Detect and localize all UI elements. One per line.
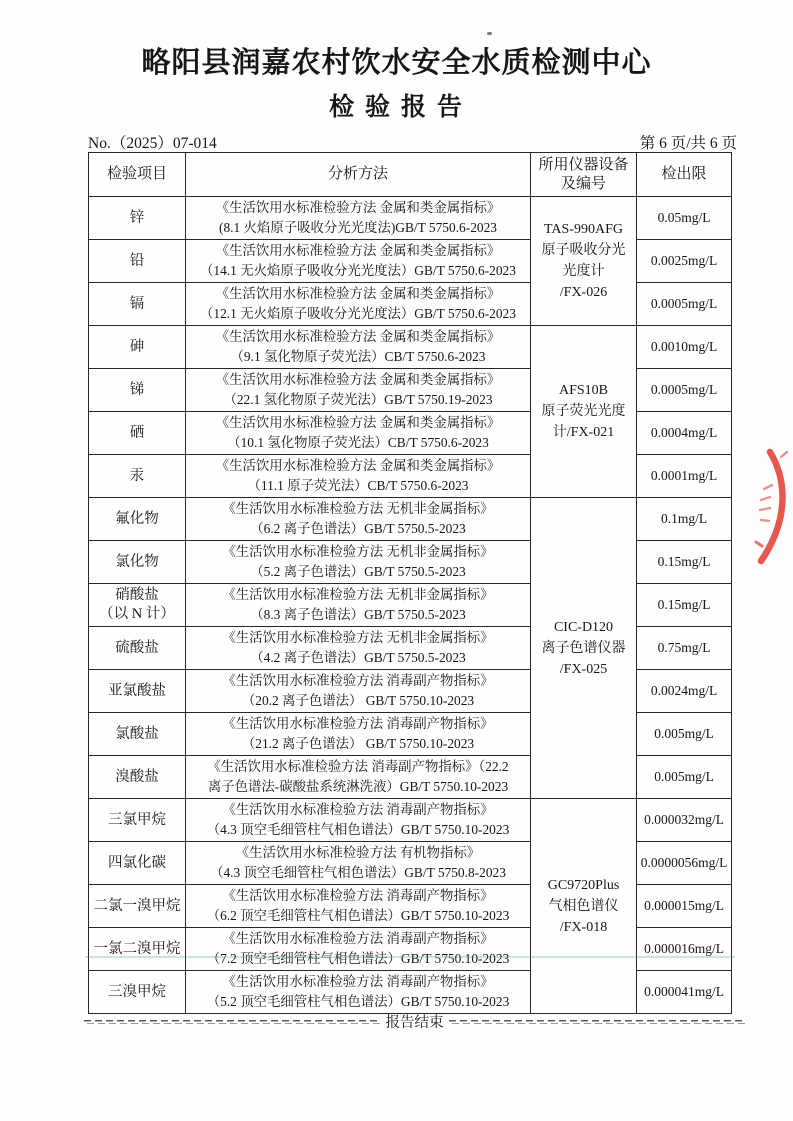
method-line: （4.3 顶空毛细管柱气相色谱法）GB/T 5750.10-2023 xyxy=(206,822,510,837)
item-cell xyxy=(89,885,186,928)
item-cell xyxy=(89,584,186,627)
item-line: 硒 xyxy=(129,424,145,441)
method-cell xyxy=(186,713,531,756)
doc-title: 检 验 报 告 xyxy=(329,93,464,121)
method-cell xyxy=(186,369,531,412)
item-line: 亚氯酸盐 xyxy=(108,682,166,699)
limit-cell: 0.000016mg/L xyxy=(637,928,732,971)
method-cell xyxy=(186,455,531,498)
method-line: （12.1 无火焰原子吸收分光光度法）GB/T 5750.6-2023 xyxy=(200,306,516,321)
instrument-line: TAS-990AFG xyxy=(544,222,623,237)
method-cell xyxy=(186,928,531,971)
method-line: 《生活饮用水标准检验方法 有机物指标》 xyxy=(235,845,481,860)
limit-cell: 0.000041mg/L xyxy=(637,971,732,1014)
method-line: 《生活饮用水标准检验方法 消毒副产物指标》 xyxy=(222,802,494,817)
limit-cell: 0.15mg/L xyxy=(637,541,732,584)
method-line: 《生活饮用水标准检验方法 无机非金属指标》 xyxy=(222,630,494,645)
instrument-line: 原子吸收分光 xyxy=(541,243,626,258)
instrument-line: 离子色谱仪器 xyxy=(541,640,626,656)
item-line: 氯化物 xyxy=(115,553,159,570)
instrument-line: /FX-018 xyxy=(559,919,608,935)
method-line: 《生活饮用水标准检验方法 消毒副产物指标》 xyxy=(222,974,494,989)
limit-cell: 0.0000056mg/L xyxy=(637,842,732,885)
header-instrument-line1: 所用仪器设备 xyxy=(538,156,629,173)
instrument-line: GC9720Plus xyxy=(547,877,620,893)
method-cell xyxy=(186,756,531,799)
method-line: 《生活饮用水标准检验方法 金属和类金属指标》 xyxy=(215,329,501,344)
item-cell xyxy=(89,928,186,971)
header-cell-item: 检验项目 xyxy=(89,153,186,197)
limit-cell: 0.05mg/L xyxy=(637,197,732,240)
item-line: 汞 xyxy=(129,467,145,484)
instrument-line: 光度计 xyxy=(562,264,605,279)
method-line: （6.2 离子色谱法）GB/T 5750.5-2023 xyxy=(250,521,466,536)
end-of-report-line xyxy=(84,1011,745,1032)
org-title: 略阳县润嘉农村饮水安全水质检测中心 xyxy=(141,47,652,79)
item-line: 硫酸盐 xyxy=(115,639,159,656)
item-line: 硝酸盐 xyxy=(115,587,159,603)
method-line: 《生活饮用水标准检验方法 消毒副产物指标》 xyxy=(222,931,494,946)
method-line: （4.3 顶空毛细管柱气相色谱法）GB/T 5750.8-2023 xyxy=(210,865,506,880)
method-line: 《生活饮用水标准检验方法 金属和类金属指标》 xyxy=(215,200,501,215)
instrument-line: 计/FX-021 xyxy=(552,425,615,440)
item-cell xyxy=(89,799,186,842)
method-line: 《生活饮用水标准检验方法 金属和类金属指标》 xyxy=(215,286,501,301)
method-cell xyxy=(186,627,531,670)
method-cell xyxy=(186,326,531,369)
limit-cell: 0.005mg/L xyxy=(637,756,732,799)
red-seal-edge-icon xyxy=(748,442,793,572)
method-line: 《生活饮用水标准检验方法 消毒副产物指标》（22.2 xyxy=(207,759,509,774)
table-row xyxy=(89,197,732,240)
limit-cell: 0.0004mg/L xyxy=(637,412,732,455)
method-line: 《生活饮用水标准检验方法 消毒副产物指标》 xyxy=(222,888,494,903)
limit-cell: 0.75mg/L xyxy=(637,627,732,670)
item-cell xyxy=(89,498,186,541)
method-cell xyxy=(186,670,531,713)
method-line: （20.2 离子色谱法） GB/T 5750.10-2023 xyxy=(241,693,475,708)
method-cell xyxy=(186,240,531,283)
limit-cell: 0.005mg/L xyxy=(637,713,732,756)
end-of-report-label: 报告结束 xyxy=(385,1015,444,1031)
method-line: 《生活饮用水标准检验方法 无机非金属指标》 xyxy=(222,587,494,602)
page-indicator: 第 6 页/共 6 页 xyxy=(639,135,737,152)
method-line: 离子色谱法-碳酸盐系统淋洗液）GB/T 5750.10-2023 xyxy=(207,779,509,794)
method-line: （5.2 顶空毛细管柱气相色谱法）GB/T 5750.10-2023 xyxy=(206,994,510,1009)
item-cell xyxy=(89,842,186,885)
method-cell xyxy=(186,197,531,240)
dash-line-right xyxy=(449,1020,746,1024)
instrument-line: CIC-D120 xyxy=(553,619,614,635)
item-line: 二氯一溴甲烷 xyxy=(93,897,181,914)
item-line: 一氯二溴甲烷 xyxy=(93,940,181,957)
item-line: 三溴甲烷 xyxy=(108,983,166,1000)
dash-line-left xyxy=(84,1020,381,1024)
item-line: 氯酸盐 xyxy=(115,725,159,742)
item-cell xyxy=(89,283,186,326)
item-cell xyxy=(89,756,186,799)
item-cell xyxy=(89,197,186,240)
limit-cell: 0.0001mg/L xyxy=(637,455,732,498)
method-line: 《生活饮用水标准检验方法 消毒副产物指标》 xyxy=(222,673,494,688)
item-cell xyxy=(89,670,186,713)
method-line: （9.1 氢化物原子荧光法）CB/T 5750.6-2023 xyxy=(230,349,486,364)
item-line: 锌 xyxy=(129,209,145,226)
method-line: （21.2 离子色谱法） GB/T 5750.10-2023 xyxy=(241,736,475,751)
table-row xyxy=(89,498,732,541)
item-cell xyxy=(89,971,186,1014)
method-line: 《生活饮用水标准检验方法 金属和类金属指标》 xyxy=(215,243,501,258)
item-cell xyxy=(89,326,186,369)
item-line: 氟化物 xyxy=(115,510,159,527)
item-cell xyxy=(89,627,186,670)
method-cell xyxy=(186,412,531,455)
item-line: 四氯化碳 xyxy=(108,854,166,871)
method-line: （6.2 顶空毛细管柱气相色谱法）GB/T 5750.10-2023 xyxy=(206,908,510,923)
instrument-line: 气相色谱仪 xyxy=(548,898,619,914)
method-line: 《生活饮用水标准检验方法 金属和类金属指标》 xyxy=(215,458,501,473)
analysis-table xyxy=(88,152,732,1014)
table-row xyxy=(89,326,732,369)
instrument-cell xyxy=(531,799,637,1014)
method-cell xyxy=(186,498,531,541)
scan-speck xyxy=(487,32,492,35)
method-cell xyxy=(186,584,531,627)
instrument-cell xyxy=(531,197,637,326)
item-line: 铅 xyxy=(129,252,145,269)
header-cell-method: 分析方法 xyxy=(186,153,531,197)
item-cell xyxy=(89,541,186,584)
method-line: 《生活饮用水标准检验方法 无机非金属指标》 xyxy=(222,501,494,516)
limit-cell: 0.000032mg/L xyxy=(637,799,732,842)
method-line: （11.1 原子荧光法）CB/T 5750.6-2023 xyxy=(247,478,469,493)
method-cell xyxy=(186,799,531,842)
method-cell xyxy=(186,541,531,584)
item-cell xyxy=(89,713,186,756)
header-instrument-line2: 及编号 xyxy=(560,175,606,192)
limit-cell: 0.0025mg/L xyxy=(637,240,732,283)
method-cell xyxy=(186,885,531,928)
method-line: （5.2 离子色谱法）GB/T 5750.5-2023 xyxy=(250,564,466,579)
method-cell xyxy=(186,971,531,1014)
limit-cell: 0.0024mg/L xyxy=(637,670,732,713)
item-line: （以 N 计） xyxy=(99,606,175,622)
limit-cell: 0.0005mg/L xyxy=(637,369,732,412)
method-cell xyxy=(186,842,531,885)
limit-cell: 0.15mg/L xyxy=(637,584,732,627)
method-line: 《生活饮用水标准检验方法 无机非金属指标》 xyxy=(222,544,494,559)
instrument-cell xyxy=(531,326,637,498)
item-line: 锑 xyxy=(129,381,145,398)
method-line: 《生活饮用水标准检验方法 消毒副产物指标》 xyxy=(222,716,494,731)
table-header-row xyxy=(89,153,732,197)
method-line: 《生活饮用水标准检验方法 金属和类金属指标》 xyxy=(215,372,501,387)
item-cell xyxy=(89,369,186,412)
method-line: （8.3 离子色谱法）GB/T 5750.5-2023 xyxy=(250,607,466,622)
instrument-line: /FX-025 xyxy=(559,661,608,677)
meta-row xyxy=(0,123,793,153)
method-line: （7.2 顶空毛细管柱气相色谱法）GB/T 5750.10-2023 xyxy=(206,951,510,966)
method-line: （4.2 离子色谱法）GB/T 5750.5-2023 xyxy=(250,650,466,665)
limit-cell: 0.0005mg/L xyxy=(637,283,732,326)
method-line: 《生活饮用水标准检验方法 金属和类金属指标》 xyxy=(215,415,501,430)
method-line: （14.1 无火焰原子吸收分光光度法）GB/T 5750.6-2023 xyxy=(200,263,516,278)
method-line: （10.1 氢化物原子荧光法）CB/T 5750.6-2023 xyxy=(227,435,489,450)
instrument-line: AFS10B xyxy=(558,383,609,398)
item-cell xyxy=(89,412,186,455)
method-cell xyxy=(186,283,531,326)
item-cell xyxy=(89,455,186,498)
table-row xyxy=(89,799,732,842)
limit-cell: 0.0010mg/L xyxy=(637,326,732,369)
item-line: 镉 xyxy=(129,295,145,312)
instrument-cell xyxy=(531,498,637,799)
item-line: 溴酸盐 xyxy=(115,768,159,785)
header-cell-instrument xyxy=(531,153,637,197)
header-cell-limit: 检出限 xyxy=(637,153,732,197)
method-line: (8.1 火焰原子吸收分光光度法)GB/T 5750.6-2023 xyxy=(219,220,497,235)
report-number: No.（2025）07-014 xyxy=(88,135,217,152)
instrument-line: 原子荧光光度 xyxy=(541,404,626,419)
item-line: 砷 xyxy=(129,338,145,355)
method-line: （22.1 氢化物原子荧光法）GB/T 5750.19-2023 xyxy=(223,392,493,407)
limit-cell: 0.000015mg/L xyxy=(637,885,732,928)
item-line: 三氯甲烷 xyxy=(108,811,166,828)
scan-artifact-line xyxy=(85,956,735,958)
instrument-line: /FX-026 xyxy=(559,285,608,300)
item-cell xyxy=(89,240,186,283)
limit-cell: 0.1mg/L xyxy=(637,498,732,541)
